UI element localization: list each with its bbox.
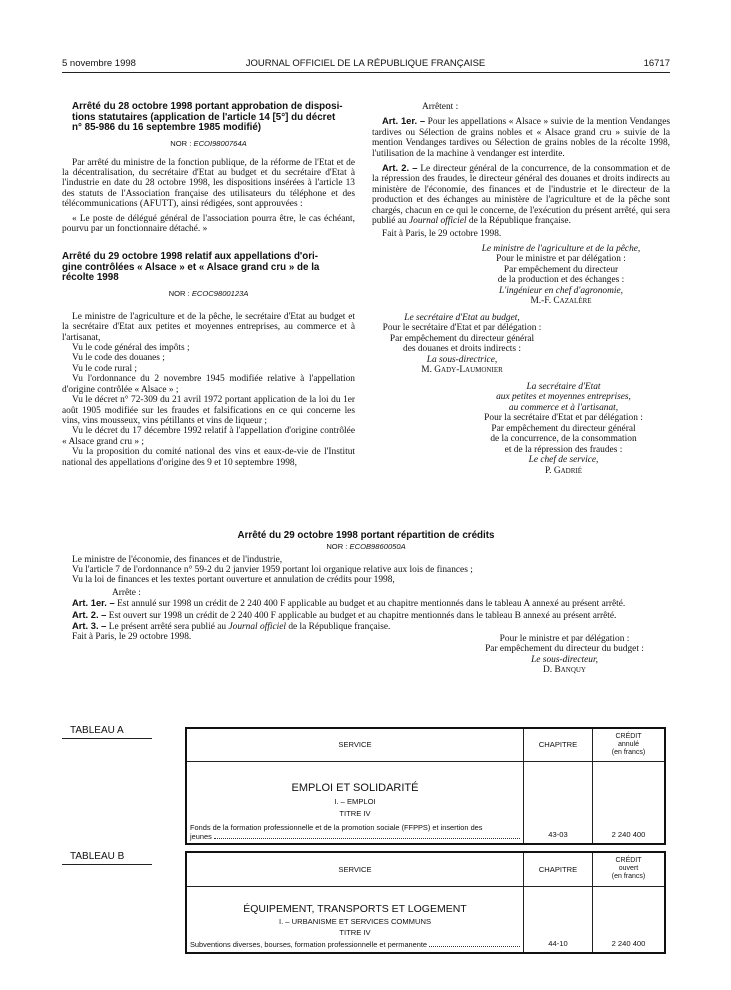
ministry-heading: ÉQUIPEMENT, TRANSPORTS ET LOGEMENT <box>243 903 467 915</box>
titre-heading: TITRE IV <box>339 928 371 937</box>
signature-agriculture: Le ministre de l'agriculture et de la pêche, Pour le ministre et par délégation : Par empêchement du directeur de la production et des échanges : L'ingénieur en chef d'agronomie, M.-F. Cazalère <box>452 244 670 307</box>
tableau-a <box>185 727 666 845</box>
signatory-name: D. Banquy <box>543 665 586 676</box>
article-2: Art. 2. – Est ouvert sur 1998 un crédit de 2 240 400 F applicable au budget et au chapitre mentionnés dans le tableau B annexé au présent arrêté. <box>72 608 617 621</box>
title-line: tions statutaires (application de l'article 14 [5°] du décret <box>72 111 336 123</box>
visa-paragraph: Vu le décret n° 72-309 du 21 avril 1972 portant application de la loi du 1er août 1905 modifiée sur les fraudes et falsifications en ce qui concerne les vins, vins mousseux, vins pétillants et vins de liqueur ; <box>62 395 355 426</box>
col-header-service: SERVICE <box>187 729 524 761</box>
section-heading: I. – URBANISME ET SERVICES COMMUNS <box>278 917 432 926</box>
article-3: Art. 3. – Le présent arrêté sera publié au Journal officiel de la République française. <box>72 619 391 632</box>
arrete-2-nor: NOR : ECOC9800123A <box>168 288 249 298</box>
visa-paragraph: Le ministre de l'agriculture et de la pêche, le secrétaire d'Etat au budget et la secrétaire d'Etat aux petites et moyennes entreprises, au commerce et à l'artisanat, <box>62 311 355 343</box>
header-rule <box>62 72 670 73</box>
signature-commerce: La secrétaire d'Etat aux petites et moyennes entreprises, au commerce et à l'artisanat, Pour la secrétaire d'Etat et par délégation : Par empêchement du directeur général de la concurrence, de la consommation et de la répression des fraudes : Le chef de service, P. Gadrié <box>457 382 670 477</box>
section-heading: I. – EMPLOI <box>334 797 376 806</box>
tableau-a-label: TABLEAU A <box>70 725 124 736</box>
title-line: gine contrôlées « Alsace » et « Alsace grand cru » de la <box>62 261 320 273</box>
fait-a-paris: Fait à Paris, le 29 octobre 1998. <box>72 632 192 643</box>
tableau-a-underline <box>62 738 152 739</box>
col-header-chapitre: CHAPITRE <box>524 729 593 761</box>
visa-line: Vu l'article 7 de l'ordonnance n° 59-2 du 2 janvier 1959 portant loi organique relative aux lois de finances ; <box>72 564 473 575</box>
chapitre-value: 44-10 <box>524 886 593 952</box>
arrete-3 <box>62 531 670 676</box>
visa-paragraph: Vu le décret du 17 décembre 1992 relatif à l'appellation d'origine contrôlée « Alsace grand cru » ; <box>62 426 355 447</box>
signatory-name: P. Gadrié <box>544 465 583 476</box>
chapitre-value: 43-03 <box>524 761 593 843</box>
header-page-number: 16717 <box>643 58 670 69</box>
nor-code: ECOC9800123A <box>191 288 249 298</box>
signature-budget-director: Pour le ministre et par délégation : Par empêchement du directeur du budget : Le sous-directeur, D. Banquy <box>462 634 667 676</box>
service-cell <box>187 761 524 843</box>
nor-code: ECOB9860050A <box>349 541 406 551</box>
signature-budget: Le secrétaire d'Etat au budget, Pour le secrétaire d'Etat et par délégation : Par empêchement du directeur général des douanes et droits indirects : La sous-directrice, M. Gady-Laumonier <box>372 313 552 376</box>
row-description: Subventions diverses, bourses, formation professionnelle et permanente <box>190 940 520 949</box>
signatory-name: M.-F. Cazalère <box>530 296 592 307</box>
titre-heading: TITRE IV <box>339 809 371 818</box>
ministry-heading: EMPLOI ET SOLIDARITÉ <box>291 782 419 794</box>
title-line: n° 85-986 du 16 septembre 1985 modifié) <box>72 122 262 133</box>
nor-code: ECOI9800764A <box>193 138 247 148</box>
left-column <box>62 102 355 468</box>
right-column <box>372 102 670 476</box>
credit-value: 2 240 400 <box>593 886 665 952</box>
visa-paragraph: Vu le code des douanes ; <box>72 353 165 364</box>
tableau-b-underline <box>62 864 152 865</box>
visa-line: Vu la loi de finances et les textes portant ouverture et annulation de crédits pour 1998, <box>72 575 395 586</box>
arrete-1-quote: « Le poste de délégué général de l'association pourra être, le cas échéant, pourvu par un fonctionnaire détaché. » <box>62 213 355 234</box>
col-header-chapitre: CHAPITRE <box>524 853 593 886</box>
credit-value: 2 240 400 <box>593 761 665 843</box>
tableau-b <box>185 851 666 954</box>
service-cell <box>187 886 524 952</box>
header-journal: JOURNAL OFFICIEL DE LA RÉPUBLIQUE FRANÇAISE <box>245 58 486 69</box>
col-header-service: SERVICE <box>187 853 524 886</box>
arrete-1-nor: NOR : ECOI9800764A <box>170 138 247 148</box>
visa-paragraph: Vu l'ordonnance du 2 novembre 1945 modifiée relative à l'appellation d'origine contrôlée « Alsace » ; <box>62 374 355 395</box>
fait-a-paris: Fait à Paris, le 29 octobre 1998. <box>382 229 502 240</box>
signatory-name: M. Gady-Laumonier <box>421 365 503 376</box>
arrete-3-title: Arrêté du 29 octobre 1998 portant répartition de crédits <box>237 530 495 541</box>
visa-paragraph: Vu la proposition du comité national des vins et eaux-de-vie de l'Institut national des appellations d'origine des 9 et 10 septembre 1998, <box>62 447 355 468</box>
visa-paragraph: Vu le code rural ; <box>72 363 138 374</box>
arrete-1-title <box>62 102 355 134</box>
col-header-credit: CRÉDIT ouvert (en francs) <box>593 853 665 886</box>
header-date: 5 novembre 1998 <box>62 58 136 69</box>
article-1: Art. 1er. – Pour les appellations « Alsace » suivie de la mention Vendanges tardives ou Sélection de grains nobles et « Alsace grand cru » suivie de la mention Vendanges tardives ou Sélection de grains nobles de la récolte 1998, l'utilisation de la machine à vendanger est interdite. <box>372 115 670 159</box>
article-2: Art. 2. – Le directeur général de la concurrence, de la consommation et de la répression des fraudes, le directeur général des douanes et droits indirects au ministère de l'économie, des finances et de l'industrie et le directeur de la production et des échanges au ministère de l'agriculture et de la pêche sont chargés, chacun en ce qui le concerne, de l'exécution du présent arrêté, qui sera publié au Journal officiel de la République française. <box>372 162 670 227</box>
visa-line: Le ministre de l'économie, des finances et de l'industrie, <box>72 554 283 565</box>
arrete-2-title <box>62 252 355 284</box>
arrete-label: Arrête : <box>112 587 141 598</box>
col-header-credit: CRÉDIT annulé (en francs) <box>593 729 665 761</box>
visa-paragraph: Vu le code général des impôts ; <box>72 343 190 354</box>
arretent-label: Arrêtent : <box>422 102 459 112</box>
row-description: Fonds de la formation professionnelle et de la promotion sociale (FFPPS) et insertion des jeunes <box>190 823 520 841</box>
tableau-b-label: TABLEAU B <box>70 851 125 862</box>
title-line: Arrêté du 28 octobre 1998 portant approbation de disposi- <box>72 101 343 112</box>
title-line: récolte 1998 <box>62 272 119 284</box>
arrete-3-nor: NOR : ECOB9860050A <box>326 541 406 551</box>
title-line: Arrêté du 29 octobre 1998 relatif aux appellations d'ori- <box>62 251 319 263</box>
article-1: Art. 1er. – Est annulé sur 1998 un crédit de 2 240 400 F applicable au budget et au chapitre mentionnés dans le tableau A annexé au présent arrêté. <box>72 597 626 610</box>
arrete-1-paragraph: Par arrêté du ministre de la fonction publique, de la réforme de l'Etat et de la décentralisation, du secrétaire d'Etat au budget et du secrétaire d'Etat à l'industrie en date du 28 octobre 1998, les dispositions insérées à l'article 13 des statuts de l'Association française des utilisateurs du téléphone et des télécommunications (AFUTT), ainsi rédigées, sont approuvées : <box>62 157 355 210</box>
